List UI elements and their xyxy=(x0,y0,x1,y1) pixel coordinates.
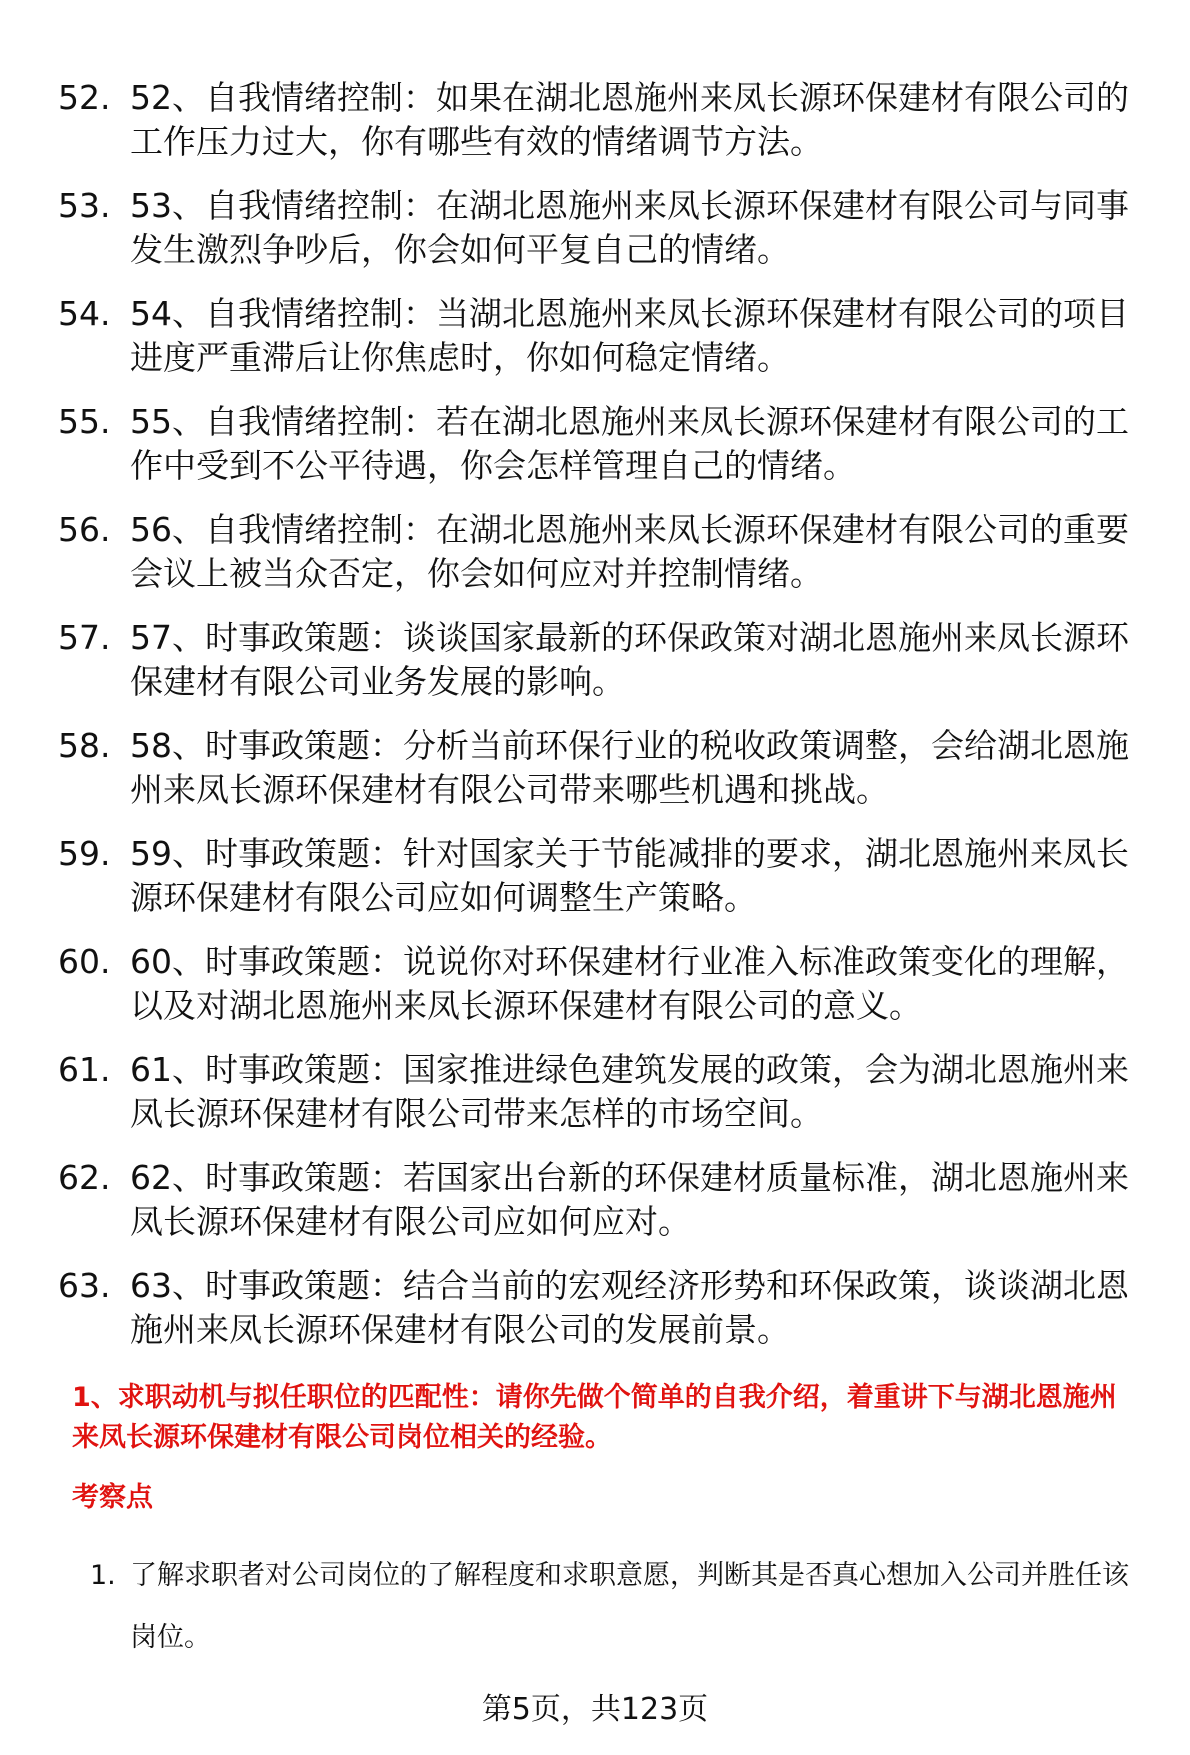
point-text: 了解求职者对公司岗位的了解程度和求职意愿，判断其是否真心想加入公司并胜任该岗位。 xyxy=(130,1560,1129,1653)
question-text: 60、时事政策题：说说你对环保建材行业准入标准政策变化的理解，以及对湖北恩施州来凤长源环保建材有限公司的意义。 xyxy=(130,942,1129,1025)
question-number: 62. xyxy=(58,1158,111,1197)
question-number: 60. xyxy=(58,942,111,981)
question-item xyxy=(58,76,1148,164)
assessment-points-heading: 考察点 xyxy=(72,1482,153,1513)
question-text: 63、时事政策题：结合当前的宏观经济形势和环保政策，谈谈湖北恩施州来凤长源环保建材有限公司的发展前景。 xyxy=(130,1266,1129,1349)
question-item xyxy=(58,292,1148,380)
question-number: 58. xyxy=(58,726,111,765)
question-item xyxy=(58,832,1148,920)
question-number: 57. xyxy=(58,618,111,657)
question-item xyxy=(58,940,1148,1028)
question-text: 62、时事政策题：若国家出台新的环保建材质量标准，湖北恩施州来凤长源环保建材有限公司应如何应对。 xyxy=(130,1158,1129,1241)
assessment-points-list xyxy=(90,1545,1148,1669)
question-text: 53、自我情绪控制：在湖北恩施州来凤长源环保建材有限公司与同事发生激烈争吵后，你会如何平复自己的情绪。 xyxy=(130,186,1129,269)
question-item xyxy=(58,724,1148,812)
point-number: 1. xyxy=(90,1560,116,1591)
question-item xyxy=(58,616,1148,704)
question-text: 56、自我情绪控制：在湖北恩施州来凤长源环保建材有限公司的重要会议上被当众否定，你会如何应对并控制情绪。 xyxy=(130,510,1129,593)
question-list xyxy=(58,76,1148,1372)
question-item xyxy=(58,508,1148,596)
question-text: 59、时事政策题：针对国家关于节能减排的要求，湖北恩施州来凤长源环保建材有限公司应如何调整生产策略。 xyxy=(130,834,1129,917)
question-number: 56. xyxy=(58,510,111,549)
question-item xyxy=(58,1264,1148,1352)
question-number: 53. xyxy=(58,186,111,225)
question-number: 54. xyxy=(58,294,111,333)
question-text: 55、自我情绪控制：若在湖北恩施州来凤长源环保建材有限公司的工作中受到不公平待遇，你会怎样管理自己的情绪。 xyxy=(130,402,1129,485)
assessment-point xyxy=(90,1545,1148,1669)
question-text: 61、时事政策题：国家推进绿色建筑发展的政策，会为湖北恩施州来凤长源环保建材有限公司带来怎样的市场空间。 xyxy=(130,1050,1129,1133)
question-item xyxy=(58,1048,1148,1136)
question-text: 52、自我情绪控制：如果在湖北恩施州来凤长源环保建材有限公司的工作压力过大，你有哪些有效的情绪调节方法。 xyxy=(130,78,1129,161)
question-number: 59. xyxy=(58,834,111,873)
question-number: 61. xyxy=(58,1050,111,1089)
question-number: 52. xyxy=(58,78,111,117)
question-text: 58、时事政策题：分析当前环保行业的税收政策调整，会给湖北恩施州来凤长源环保建材有限公司带来哪些机遇和挑战。 xyxy=(130,726,1129,809)
question-item xyxy=(58,184,1148,272)
question-number: 63. xyxy=(58,1266,111,1305)
question-item xyxy=(58,400,1148,488)
question-text: 57、时事政策题：谈谈国家最新的环保政策对湖北恩施州来凤长源环保建材有限公司业务发展的影响。 xyxy=(130,618,1129,701)
question-number: 55. xyxy=(58,402,111,441)
question-item xyxy=(58,1156,1148,1244)
section-title: 1、求职动机与拟任职位的匹配性：请你先做个简单的自我介绍，着重讲下与湖北恩施州来凤长源环保建材有限公司岗位相关的经验。 xyxy=(72,1382,1117,1453)
page-number: 第5页，共123页 xyxy=(481,1692,709,1727)
question-text: 54、自我情绪控制：当湖北恩施州来凤长源环保建材有限公司的项目进度严重滞后让你焦虑时，你如何稳定情绪。 xyxy=(130,294,1129,377)
